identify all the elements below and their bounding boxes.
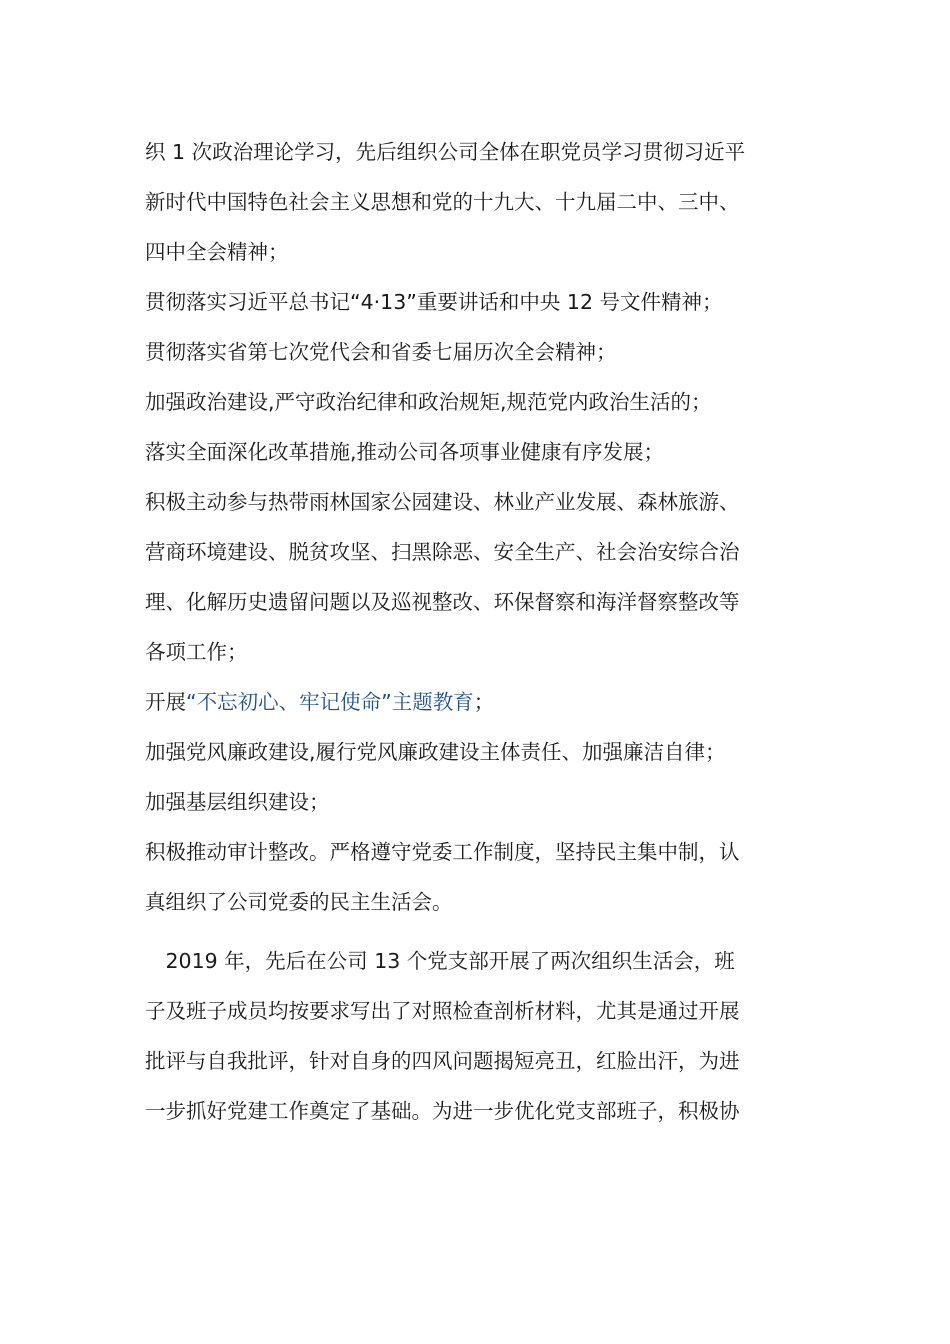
paragraph-line: 子及班子成员均按要求写出了对照检查剖析材料，尤其是通过开展 <box>145 999 740 1023</box>
text-line: 新时代中国特色社会主义思想和党的十九大、十九届二中、三中、 <box>145 190 740 214</box>
text-line: 加强基层组织建设； <box>145 790 330 814</box>
theme-education-link[interactable]: “不忘初心、牢记使命”主题教育 <box>186 690 474 714</box>
text-line: 四中全会精神； <box>145 240 289 264</box>
paragraph-line: 一步抓好党建工作奠定了基础。为进一步优化党支部班子，积极协 <box>145 1099 740 1123</box>
text-line: 加强党风廉政建设,履行党风廉政建设主体责任、加强廉洁自律； <box>145 740 726 764</box>
paragraph-gap <box>145 927 805 936</box>
paragraph-line: 批评与自我批评，针对自身的四风问题揭短亮丑，红脸出汗，为进 <box>145 1049 740 1073</box>
theme-line-prefix: 开展 <box>145 690 186 714</box>
text-line: 积极推动审计整改。严格遵守党委工作制度，坚持民主集中制，认 <box>145 840 740 864</box>
text-line: 积极主动参与热带雨林国家公园建设、林业产业发展、森林旅游、 <box>145 490 740 514</box>
theme-education-line <box>145 677 805 727</box>
paragraph-line: 2019 年，先后在公司 13 个党支部开展了两次组织生活会，班 <box>145 949 735 973</box>
text-line: 各项工作； <box>145 640 248 664</box>
document-body <box>145 127 805 1136</box>
theme-line-suffix: ； <box>473 690 495 714</box>
text-line: 织 1 次政治理论学习，先后组织公司全体在职党员学习贯彻习近平 <box>145 140 746 164</box>
text-line: 贯彻落实省第七次党代会和省委七届历次全会精神； <box>145 340 617 364</box>
text-line: 贯彻落实习近平总书记“4·13”重要讲话和中央 12 号文件精神； <box>145 290 723 314</box>
text-line: 理、化解历史遗留问题以及巡视整改、环保督察和海洋督察整改等 <box>145 590 740 614</box>
text-line: 营商环境建设、脱贫攻坚、扫黑除恶、安全生产、社会治安综合治 <box>145 540 740 564</box>
text-line: 加强政治建设,严守政治纪律和政治规矩,规范党内政治生活的； <box>145 390 712 414</box>
text-line: 落实全面深化改革措施,推动公司各项事业健康有序发展； <box>145 440 665 464</box>
text-line: 真组织了公司党委的民主生活会。 <box>145 890 453 914</box>
